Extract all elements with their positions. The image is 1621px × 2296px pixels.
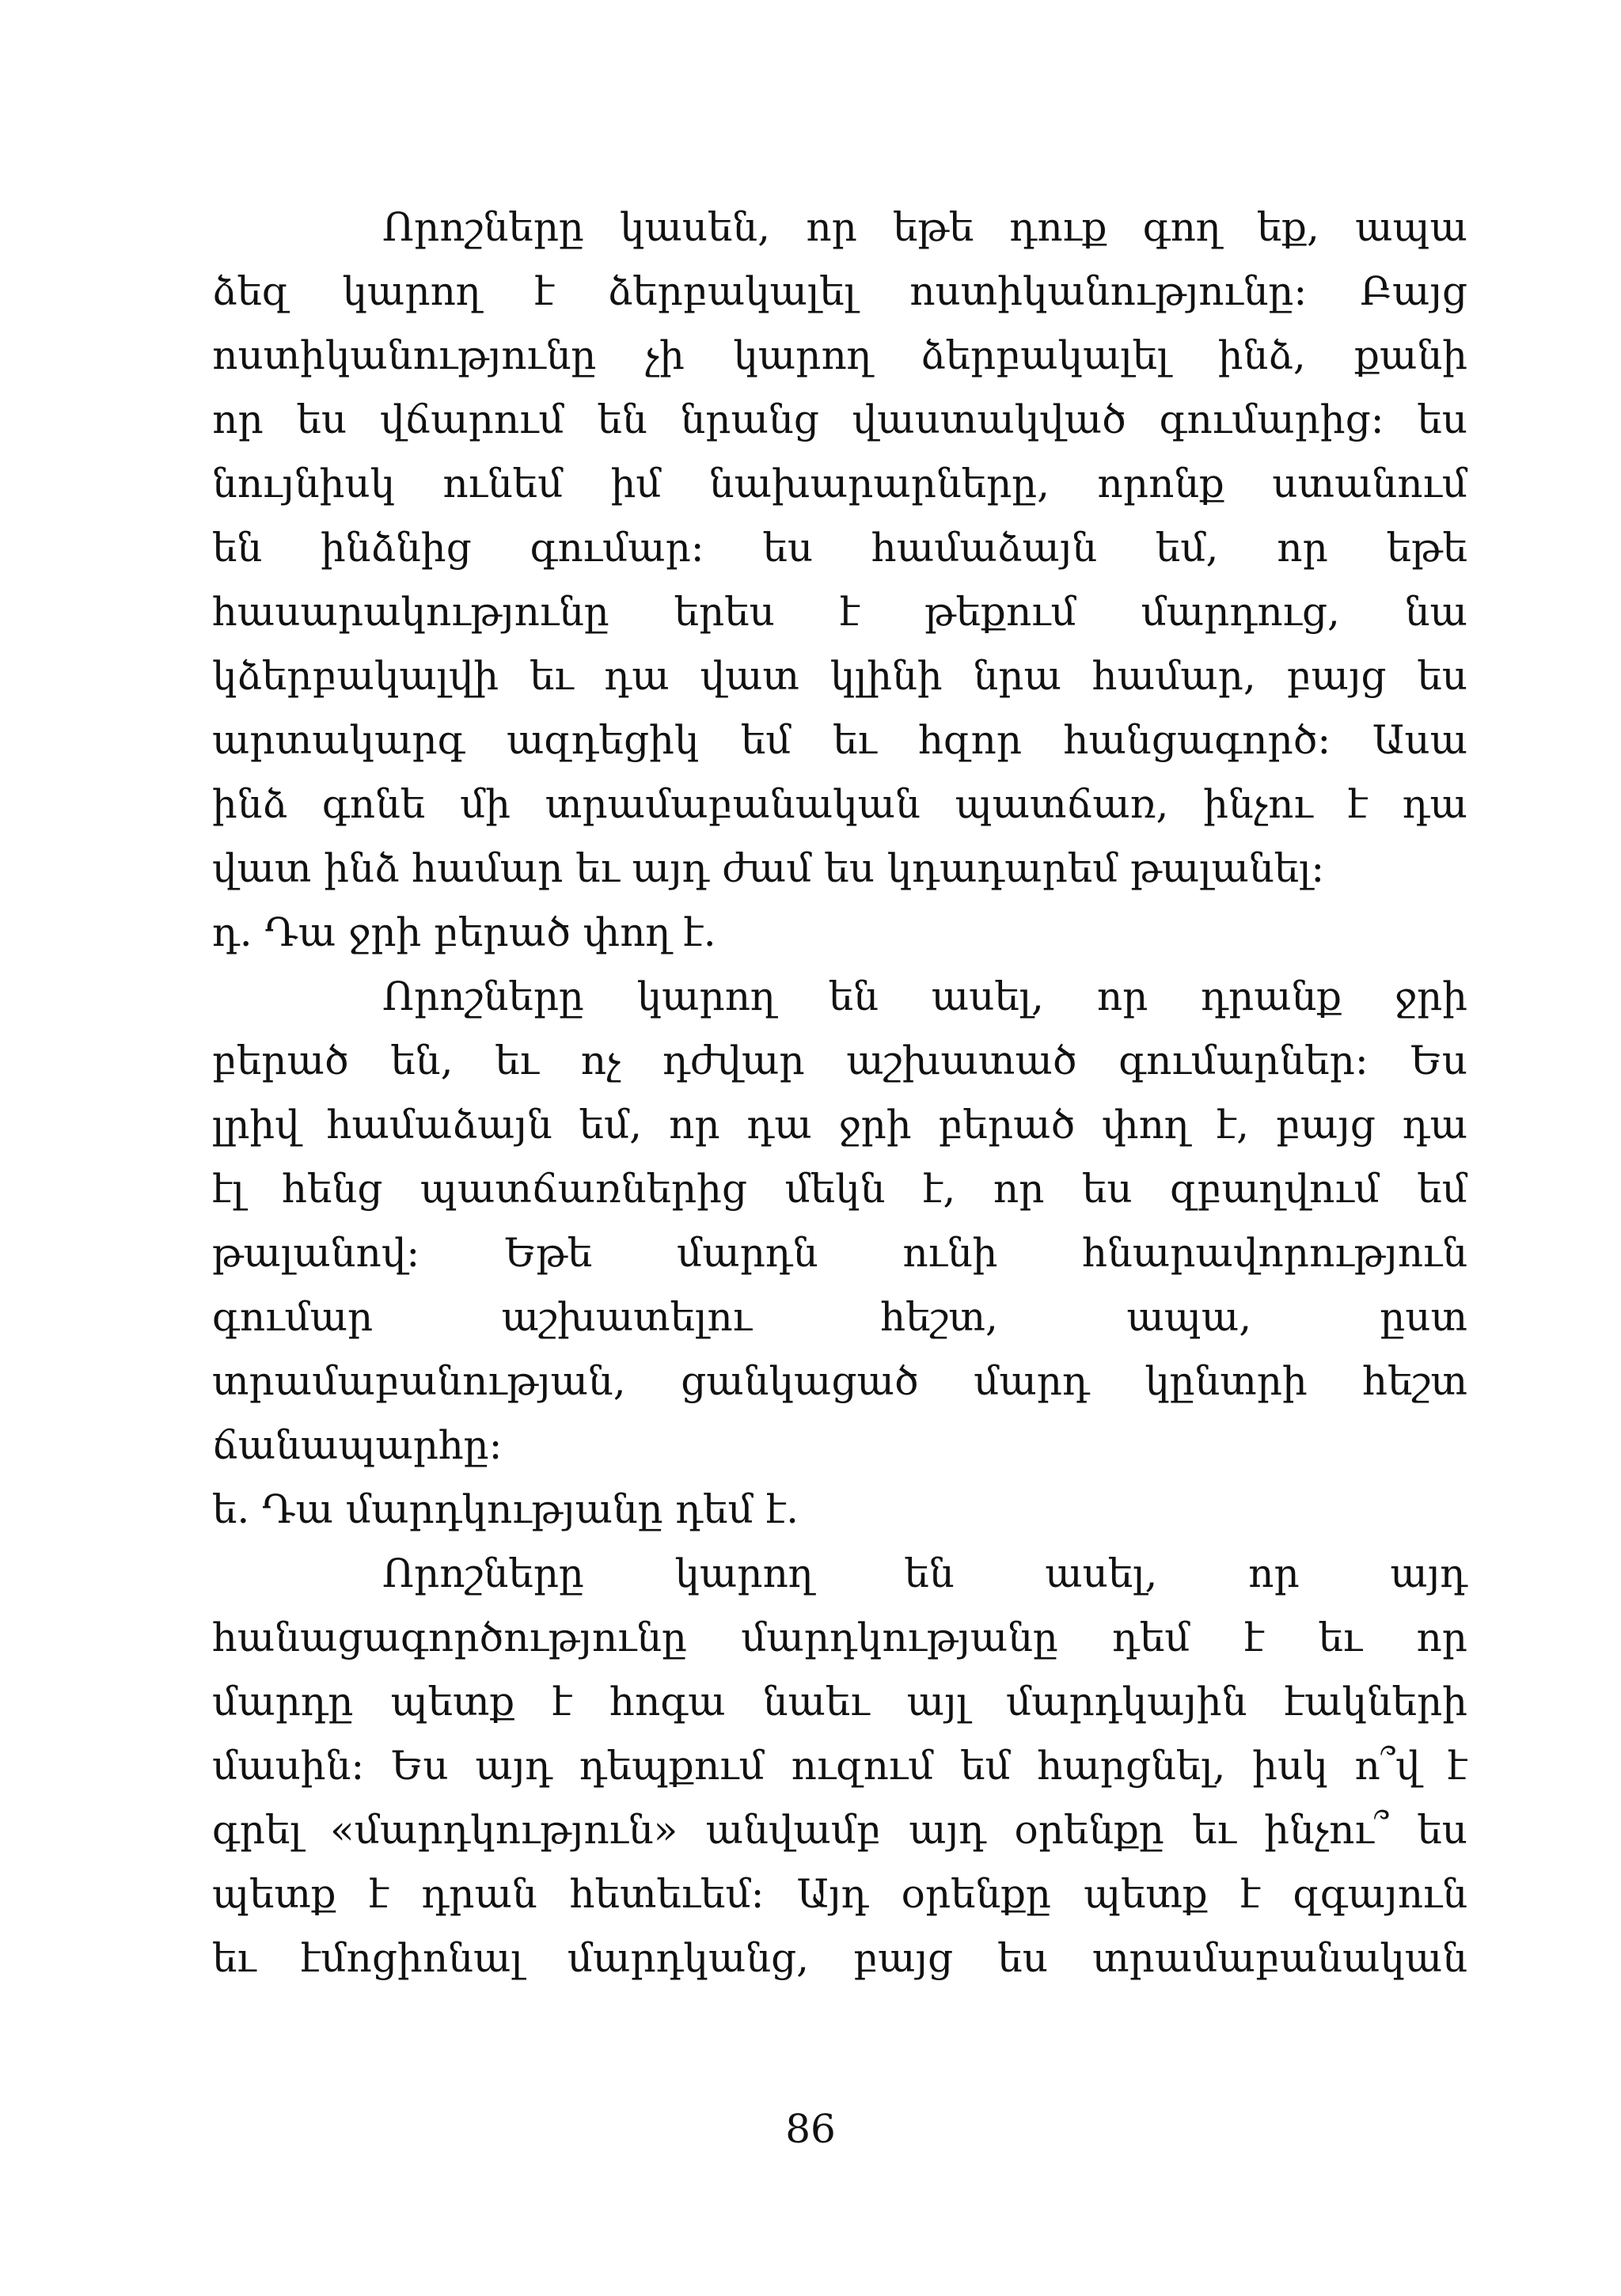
- text-line: լրիվ համաձայն եմ, որ դա ջրի բերած փող է, բայց դա: [212, 1102, 1467, 1148]
- text-line: արտակարգ ազդեցիկ եմ եւ հզոր հանցագործ: Ասա: [212, 717, 1467, 763]
- section-heading: դ. Դա ջրի բերած փող է.: [212, 909, 716, 955]
- text-line: գրել «մարդկություն» անվամբ այդ օրենքը եւ ինչու՞ ես: [212, 1807, 1467, 1853]
- text-line: ինձ գոնե մի տրամաբանական պատճառ, ինչու է դա: [212, 781, 1467, 827]
- body-text: [212, 195, 1467, 1990]
- text-line: մարդը պետք է հոգա նաեւ այլ մարդկային էակների: [212, 1679, 1467, 1725]
- text-line: ձեզ կարող է ձերբակալել ոստիկանությունը: Բայց: [212, 268, 1467, 314]
- section-heading: ե. Դա մարդկությանը դեմ է.: [212, 1486, 799, 1532]
- text-line: ոստիկանությունը չի կարող ձերբակալել ինձ, քանի: [212, 332, 1467, 378]
- text-line: հանացագործությունը մարդկությանը դեմ է եւ որ: [212, 1615, 1467, 1660]
- text-line: Որոշները կարող են ասել, որ դրանք ջրի: [382, 973, 1467, 1019]
- text-line: ճանապարհը:: [212, 1422, 503, 1468]
- text-line: պետք է դրան հետեւեմ: Այդ օրենքը պետք է զգայուն: [212, 1871, 1467, 1917]
- text-line: գումար աշխատելու հեշտ, ապա, ըստ: [212, 1294, 1467, 1340]
- text-line: նույնիսկ ունեմ իմ նախարարները, որոնք ստանում: [212, 461, 1467, 507]
- text-line: թալանով: Եթե մարդն ունի հնարավորություն: [212, 1230, 1467, 1276]
- text-line: մասին: Ես այդ դեպքում ուզում եմ հարցնել, իսկ ո՞վ է: [212, 1743, 1467, 1789]
- text-line: Որոշները կասեն, որ եթե դուք գող եք, ապա: [382, 204, 1467, 250]
- text-line: տրամաբանության, ցանկացած մարդ կընտրի հեշտ: [212, 1358, 1467, 1404]
- text-line: Որոշները կարող են ասել, որ այդ: [382, 1550, 1467, 1596]
- text-line: որ ես վճարում են նրանց վաստակված գումարից: ես: [212, 397, 1467, 442]
- text-line: հասարակությունը երես է թեքում մարդուց, նա: [212, 589, 1467, 635]
- text-line: էլ հենց պատճառներից մեկն է, որ ես զբաղվում եմ: [212, 1166, 1467, 1212]
- text-line: վատ ինձ համար եւ այդ ժամ ես կդադարեմ թալանել:: [212, 845, 1325, 891]
- text-line: բերած են, եւ ոչ դժվար աշխատած գումարներ: Ես: [212, 1038, 1467, 1083]
- text-line: եւ էմոցիոնալ մարդկանց, բայց ես տրամաբանական: [212, 1935, 1467, 1981]
- page-number: 86: [785, 2106, 836, 2152]
- text-line: կձերբակալվի եւ դա վատ կլինի նրա համար, բայց ես: [212, 653, 1467, 699]
- text-line: են ինձնից գումար: ես համաձայն եմ, որ եթե: [212, 525, 1467, 571]
